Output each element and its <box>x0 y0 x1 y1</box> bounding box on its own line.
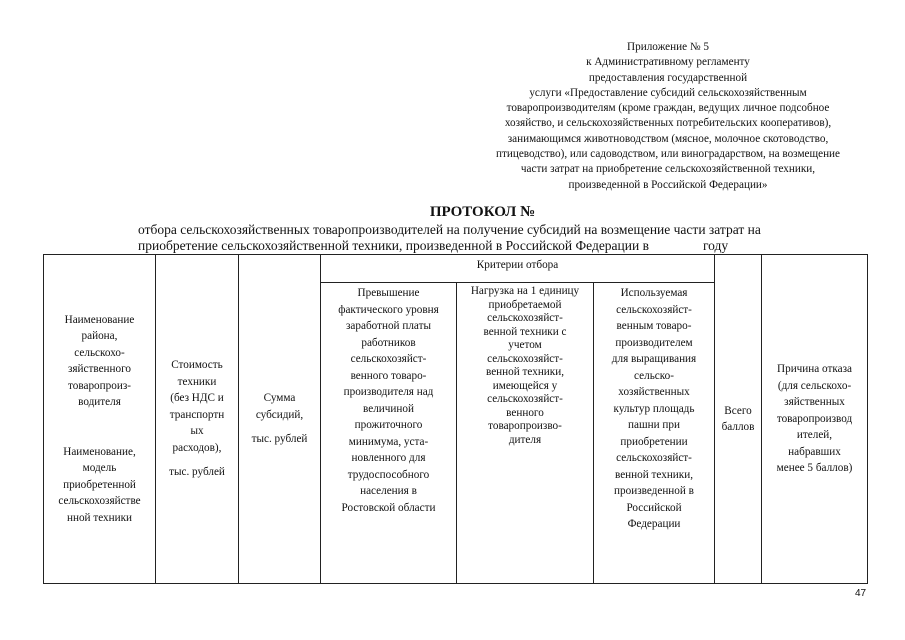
cell-line: Используемая <box>620 287 688 299</box>
cell-line: сельскохозяйст- <box>487 352 563 365</box>
appendix-line: Приложение № 5 <box>627 41 709 53</box>
protocol-subtitle-line2 <box>138 238 728 254</box>
cell-line: Российской <box>626 501 682 514</box>
cell-line: транспортн <box>169 408 225 421</box>
subtitle-suffix: году <box>702 238 729 253</box>
cell-line: произведенной в <box>614 485 694 497</box>
cell-line: баллов <box>721 421 755 433</box>
cell-line: венной техники, <box>614 468 694 481</box>
page-number: 47 <box>855 588 867 599</box>
cell-line: имеющейся у <box>492 379 558 392</box>
cell-line: ых <box>190 425 204 438</box>
cell-gap <box>158 456 236 464</box>
cell-line: венной техники с <box>483 325 567 338</box>
cell-line: (без НДС и <box>170 392 224 405</box>
protocol-subtitle-line1: отбора сельскохозяйственных товаропроизводителей на получение субсидий на возмещение части затрат на <box>138 222 761 237</box>
criterion-area <box>594 283 715 584</box>
appendix-line: части затрат на приобретение сельскохозяйственной техники, <box>520 163 816 176</box>
cell-line: Федерации <box>627 518 681 530</box>
cell-line: Всего <box>724 404 752 417</box>
protocol-title: ПРОТОКОЛ № <box>429 204 536 220</box>
cell-gap <box>46 411 153 444</box>
cell-line: сельскохозяйст- <box>616 452 692 464</box>
cell-line: расходов), <box>172 441 222 454</box>
cell-line: производителя над <box>343 386 434 398</box>
cell-line: тыс. рублей <box>169 466 225 479</box>
cell-line: заработной платы <box>346 320 431 332</box>
cell-line: населения в <box>360 485 417 497</box>
criterion-load <box>457 283 594 584</box>
col-reason-header <box>762 255 868 584</box>
cell-line: Сумма <box>263 392 296 405</box>
cell-line: ителей, <box>796 429 833 442</box>
cell-line: набравших <box>788 445 841 458</box>
subtitle-text: приобретение сельскохозяйственной техники, произведенной в Российской Федерации в <box>138 238 649 253</box>
appendix-line: товаропроизводителям (кроме граждан, ведущих личное подсобное <box>506 102 830 115</box>
cell-line: зяйственного <box>67 363 132 376</box>
cell-line: трудоспособного <box>347 468 430 481</box>
cell-line: водителя <box>78 396 121 409</box>
cell-line: приобретении <box>620 435 688 448</box>
cell-line: товаропроиз- <box>68 379 131 392</box>
appendix-line: занимающимся животноводством (мясное, молочное скотоводство, <box>507 132 829 145</box>
cell-line: зяйственных <box>784 396 845 409</box>
appendix-line: птицеводство), или садоводством, или виноградарством, на возмещение <box>495 148 841 161</box>
appendix-line: хозяйство, и сельскохозяйственных потребительских кооперативов), <box>504 117 832 130</box>
cell-line: сельскохозяйст- <box>616 303 692 316</box>
cell-line: сельскохозяйстве <box>58 495 141 508</box>
cell-line: учетом <box>508 339 542 351</box>
cell-line: венным товаро- <box>616 320 692 332</box>
col-producer-header <box>44 255 156 584</box>
cell-line: фактического уровня <box>338 303 439 316</box>
appendix-block <box>468 40 868 193</box>
cell-line: Стоимость <box>171 359 223 372</box>
col-cost-header <box>156 255 239 584</box>
cell-gap <box>241 423 318 431</box>
cell-line: Превышение <box>357 287 420 299</box>
protocol-table <box>43 254 868 584</box>
appendix-line: произведенной в Российской Федерации» <box>568 178 768 191</box>
cell-line: венного товаро- <box>350 369 427 382</box>
criteria-header: Критерии отбора <box>321 255 715 283</box>
cell-line: дителя <box>508 433 542 446</box>
cell-line: менее 5 баллов) <box>776 462 853 475</box>
cell-line: хозяйственных <box>618 386 690 398</box>
cell-line: минимума, уста- <box>348 435 429 448</box>
cell-line: величиной <box>363 402 414 415</box>
cell-line: Ростовской области <box>341 501 436 514</box>
col-total-header <box>715 255 762 584</box>
cell-line: сельскохозяйст- <box>487 312 563 324</box>
cell-line: для выращивания <box>611 353 697 365</box>
cell-line: района, <box>81 330 118 343</box>
cell-line: техники <box>177 375 217 388</box>
cell-line: товаропроизво- <box>488 420 562 432</box>
cell-line: приобретенной <box>63 478 136 491</box>
criterion-wage <box>321 283 457 584</box>
cell-line: модель <box>82 462 117 475</box>
cell-line: культур площадь <box>613 402 695 415</box>
cell-line: Нагрузка на 1 единицу <box>470 285 580 297</box>
cell-line: субсидий, <box>255 408 304 421</box>
cell-line: пашни при <box>628 419 680 431</box>
cell-line: Наименование, <box>63 445 136 458</box>
cell-line: тыс. рублей <box>251 433 308 446</box>
cell-line: нной техники <box>66 511 133 524</box>
cell-line: сельскохозяйст- <box>350 353 427 365</box>
cell-line: сельско- <box>634 369 674 382</box>
cell-line: работников <box>361 336 416 349</box>
cell-line: сельскохо- <box>74 346 125 359</box>
appendix-line: услуги «Предоставление субсидий сельскохозяйственным <box>529 86 807 99</box>
cell-line: Наименование <box>64 313 135 326</box>
cell-line: сельскохозяйст- <box>487 393 563 405</box>
cell-line: товаропроизвод <box>776 412 853 425</box>
cell-line: венного <box>506 406 544 419</box>
cell-line: Причина отказа <box>777 363 852 376</box>
cell-line: производителем <box>615 336 693 349</box>
cell-line: приобретаемой <box>488 298 562 311</box>
cell-line: (для сельскохо- <box>777 379 852 392</box>
appendix-line: предоставления государственной <box>588 71 748 84</box>
appendix-line: к Административному регламенту <box>586 56 750 69</box>
cell-line: новленного для <box>351 452 426 464</box>
cell-line: венной техники, <box>485 366 565 378</box>
col-subsidy-header <box>239 255 321 584</box>
cell-line: прожиточного <box>354 419 423 431</box>
